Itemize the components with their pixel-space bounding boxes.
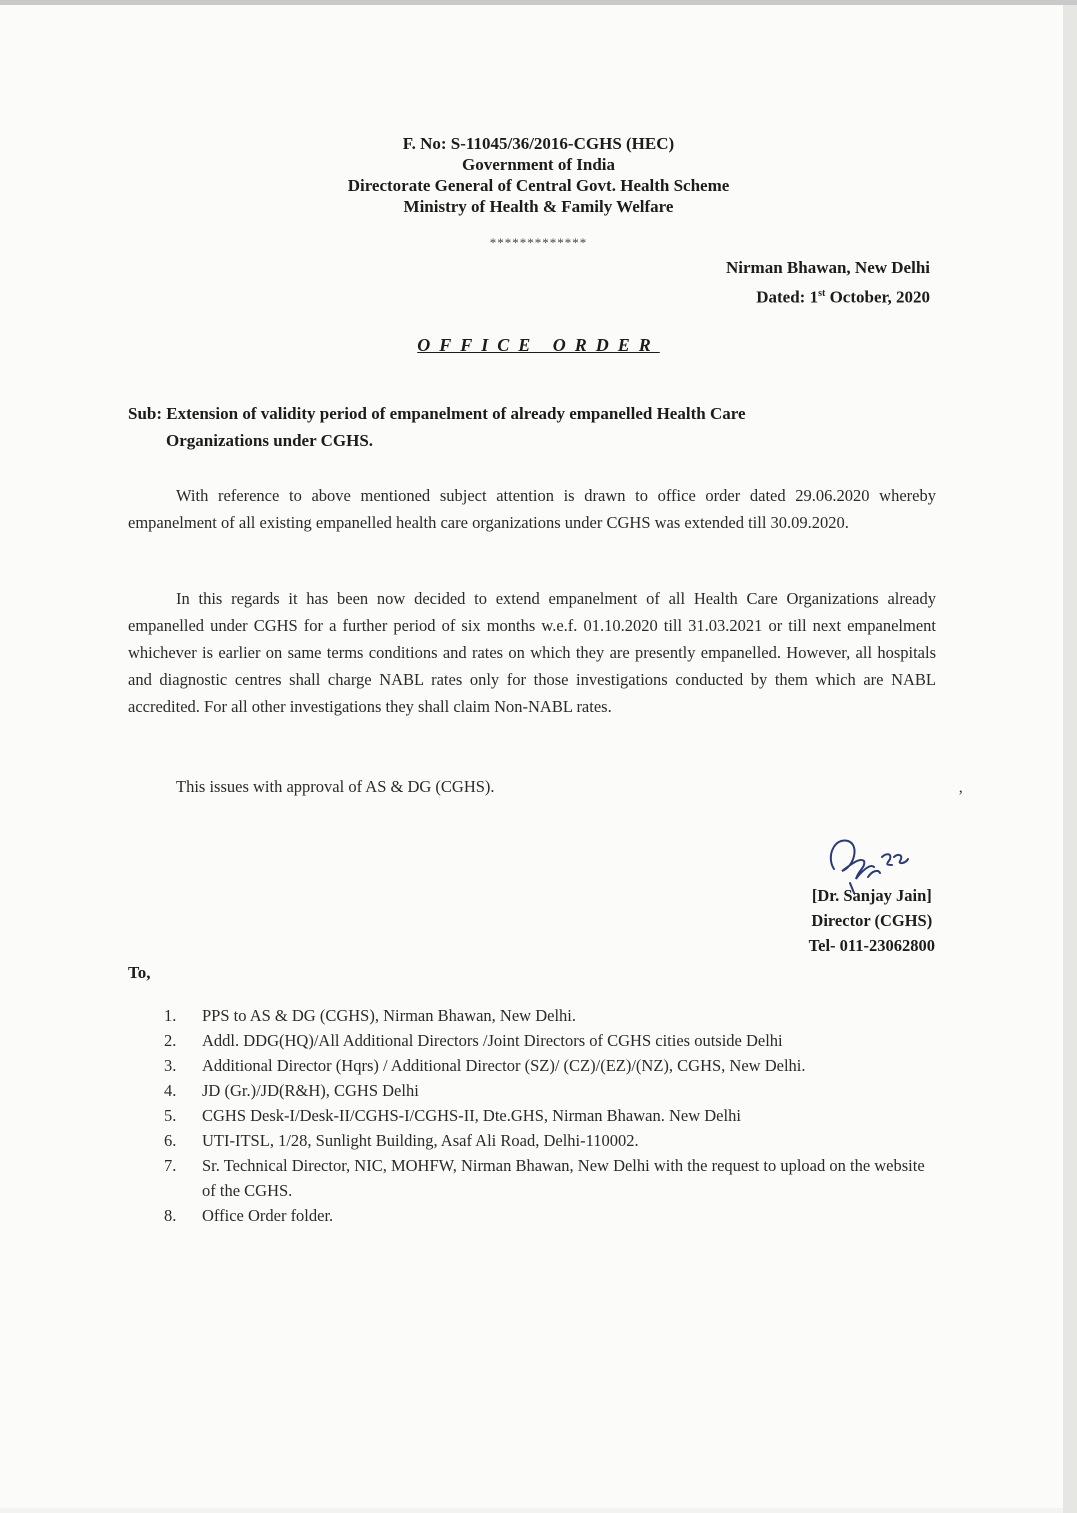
- to-label: To,: [128, 963, 151, 982]
- scan-edge: [1063, 5, 1077, 1513]
- list-item: 7. Sr. Technical Director, NIC, MOHFW, Nirman Bhawan, New Delhi with the request to upload on the website of the CGHS.: [164, 1156, 925, 1200]
- list-item: 8. Office Order folder.: [164, 1206, 334, 1225]
- list-item: 3. Additional Director (Hqrs) / Additional Director (SZ)/ (CZ)/(EZ)/(NZ), CGHS, New Delhi.: [164, 1056, 806, 1075]
- distribution-list: [164, 1003, 936, 1228]
- subject-line: [128, 400, 918, 454]
- location: Nirman Bhawan, New Delhi: [725, 258, 930, 277]
- list-item: 1. PPS to AS & DG (CGHS), Nirman Bhawan, New Delhi.: [164, 1006, 576, 1025]
- list-item: 2. Addl. DDG(HQ)/All Additional Directors /Joint Directors of CGHS cities outside Delhi: [164, 1031, 783, 1050]
- subject-line-1: Sub: Extension of validity period of empanelment of already empanelled Health Care: [128, 404, 746, 423]
- government-name: Government of India: [462, 155, 615, 174]
- signatory-name: [Dr. Sanjay Jain]: [811, 886, 932, 905]
- list-item: 5. CGHS Desk-I/Desk-II/CGHS-I/CGHS-II, Dte.GHS, Nirman Bhawan. New Delhi: [164, 1106, 741, 1125]
- signatory-designation: Director (CGHS): [811, 911, 933, 930]
- ministry-name: Ministry of Health & Family Welfare: [403, 197, 674, 216]
- letterhead: [0, 133, 1077, 217]
- directorate-name: Directorate General of Central Govt. Health Scheme: [347, 176, 730, 195]
- file-number: F. No: S-11045/36/2016-CGHS (HEC): [402, 134, 675, 153]
- paragraph-2: In this regards it has been now decided to extend empanelment of all Health Care Organizations already empanelled under CGHS for a further period of six months w.e.f. 01.10.2020 till 31.03.2021 or till next empanelment whichever is earlier on same terms conditions and rates on which they are presently empanelled. However, all hospitals and diagnostic centres shall charge NABL rates only for those investigations conducted by them which are NABL accredited. For all other investigations they shall claim Non-NABL rates.: [128, 589, 936, 716]
- date: Dated: 1st October, 2020: [756, 287, 930, 307]
- subject-line-2: Organizations under CGHS.: [166, 431, 374, 450]
- list-item: 4. JD (Gr.)/JD(R&H), CGHS Delhi: [164, 1081, 419, 1100]
- place-and-date: [726, 255, 930, 311]
- separator-stars: *************: [489, 235, 588, 250]
- scan-mark: ’: [958, 788, 964, 805]
- paragraph-3: This issues with approval of AS & DG (CGHS).: [176, 777, 495, 796]
- paragraph-1: With reference to above mentioned subject attention is drawn to office order dated 29.06.2020 whereby empanelment of all existing empanelled health care organizations under CGHS was extended till 30.09.2020.: [128, 486, 936, 532]
- document-title: OFFICE ORDER: [417, 335, 660, 355]
- signatory-block: [809, 883, 935, 958]
- list-item: 6. UTI-ITSL, 1/28, Sunlight Building, Asaf Ali Road, Delhi-110002.: [164, 1131, 639, 1150]
- signatory-phone: Tel- 011-23062800: [808, 936, 935, 955]
